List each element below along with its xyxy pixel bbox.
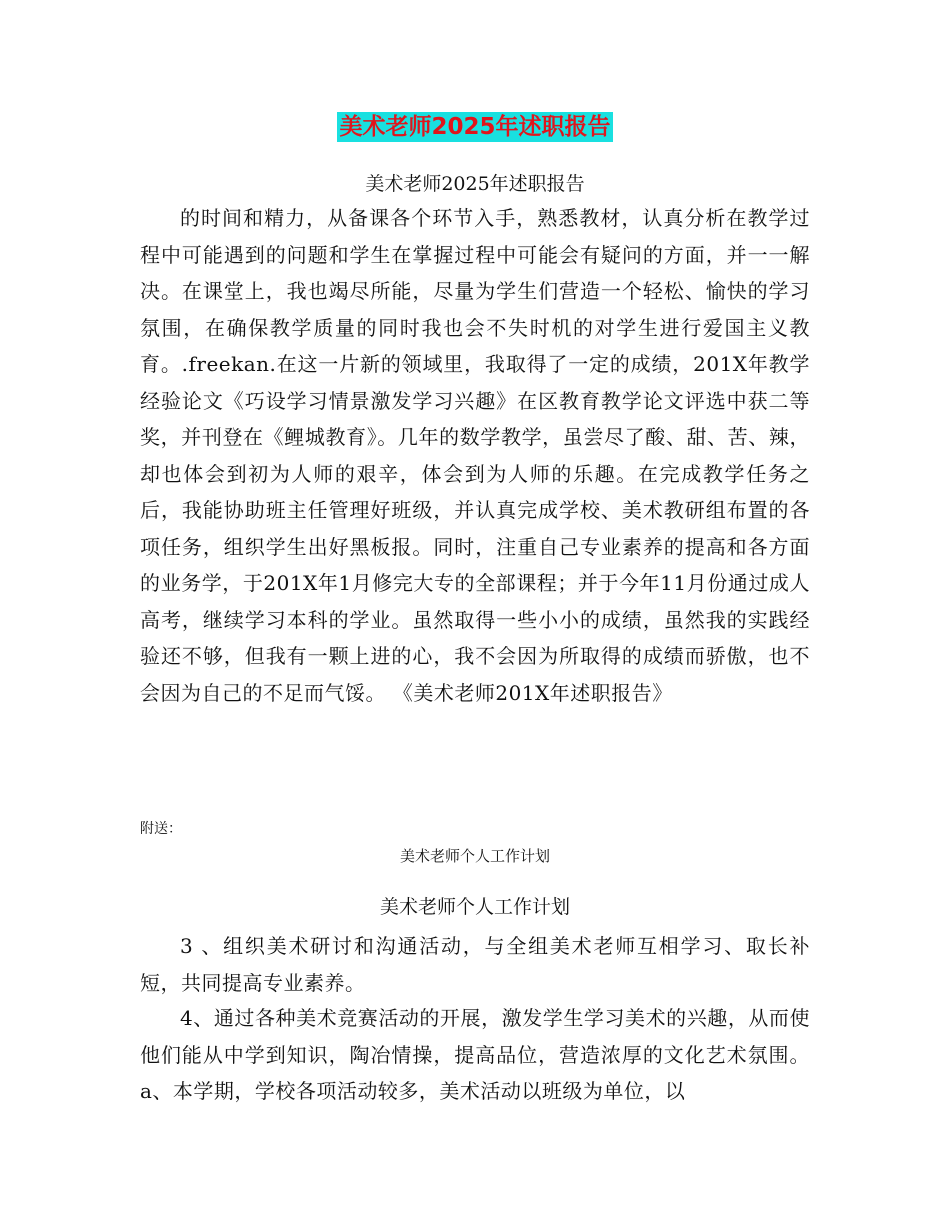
document-title: 美术老师2025年述职报告 — [339, 114, 611, 140]
document-subtitle: 美术老师2025年述职报告 — [365, 173, 585, 195]
plan-paragraph-1: 3 、组织美术研讨和沟通活动，与全组美术老师互相学习、取长补短，共同提高专业素养。 — [140, 934, 810, 995]
title-row — [0, 112, 950, 142]
attachment-label: 附送： — [140, 821, 182, 837]
attachment-title: 美术老师个人工作计划 — [399, 847, 550, 865]
body-paragraph: 的时间和精力，从备课各个环节入手，熟悉教材，认真分析在教学过程中可能遇到的问题和学生在掌握过程中可能会有疑问的方面，并一一解决。在课堂上，我也竭尽所能，尽量为学生们营造一个轻松、愉快的学习氛围，在确保教学质量的同时我也会不失时机的对学生进行爱国主义教育。.freekan.在这一片新的领域里，我取得了一定的成绩，201X年教学经验论文《巧设学习情景激发学习兴趣》在区教育教学论文评选中获二等奖，并刊登在《鲤城教育》。几年的数学教学，虽尝尽了酸、甜、苦、辣，却也体会到初为人师的艰辛，体会到为人师的乐趣。在完成教学任务之后，我能协助班主任管理好班级，并认真完成学校、美术教研组布置的各项任务，组织学生出好黑板报。同时，注重自己专业素养的提高和各方面的业务学，于201X年1月修完大专的全部课程；并于今年11月份通过成人高考，继续学习本科的学业。虽然取得一些小小的成绩，虽然我的实践经验还不够，但我有一颗上进的心，我不会因为所取得的成绩而骄傲，也不会因为自己的不足而气馁。 《美术老师201X年述职报告》 — [140, 206, 810, 705]
plan-paragraph-2: 4、通过各种美术竞赛活动的开展，激发学生学习美术的兴趣，从而使他们能从中学到知识，陶冶情操，提高品位，营造浓厚的文化艺术氛围。a、本学期，学校各项活动较多，美术活动以班级为单位，以 — [140, 1006, 810, 1103]
plan-heading: 美术老师个人工作计划 — [379, 896, 570, 918]
